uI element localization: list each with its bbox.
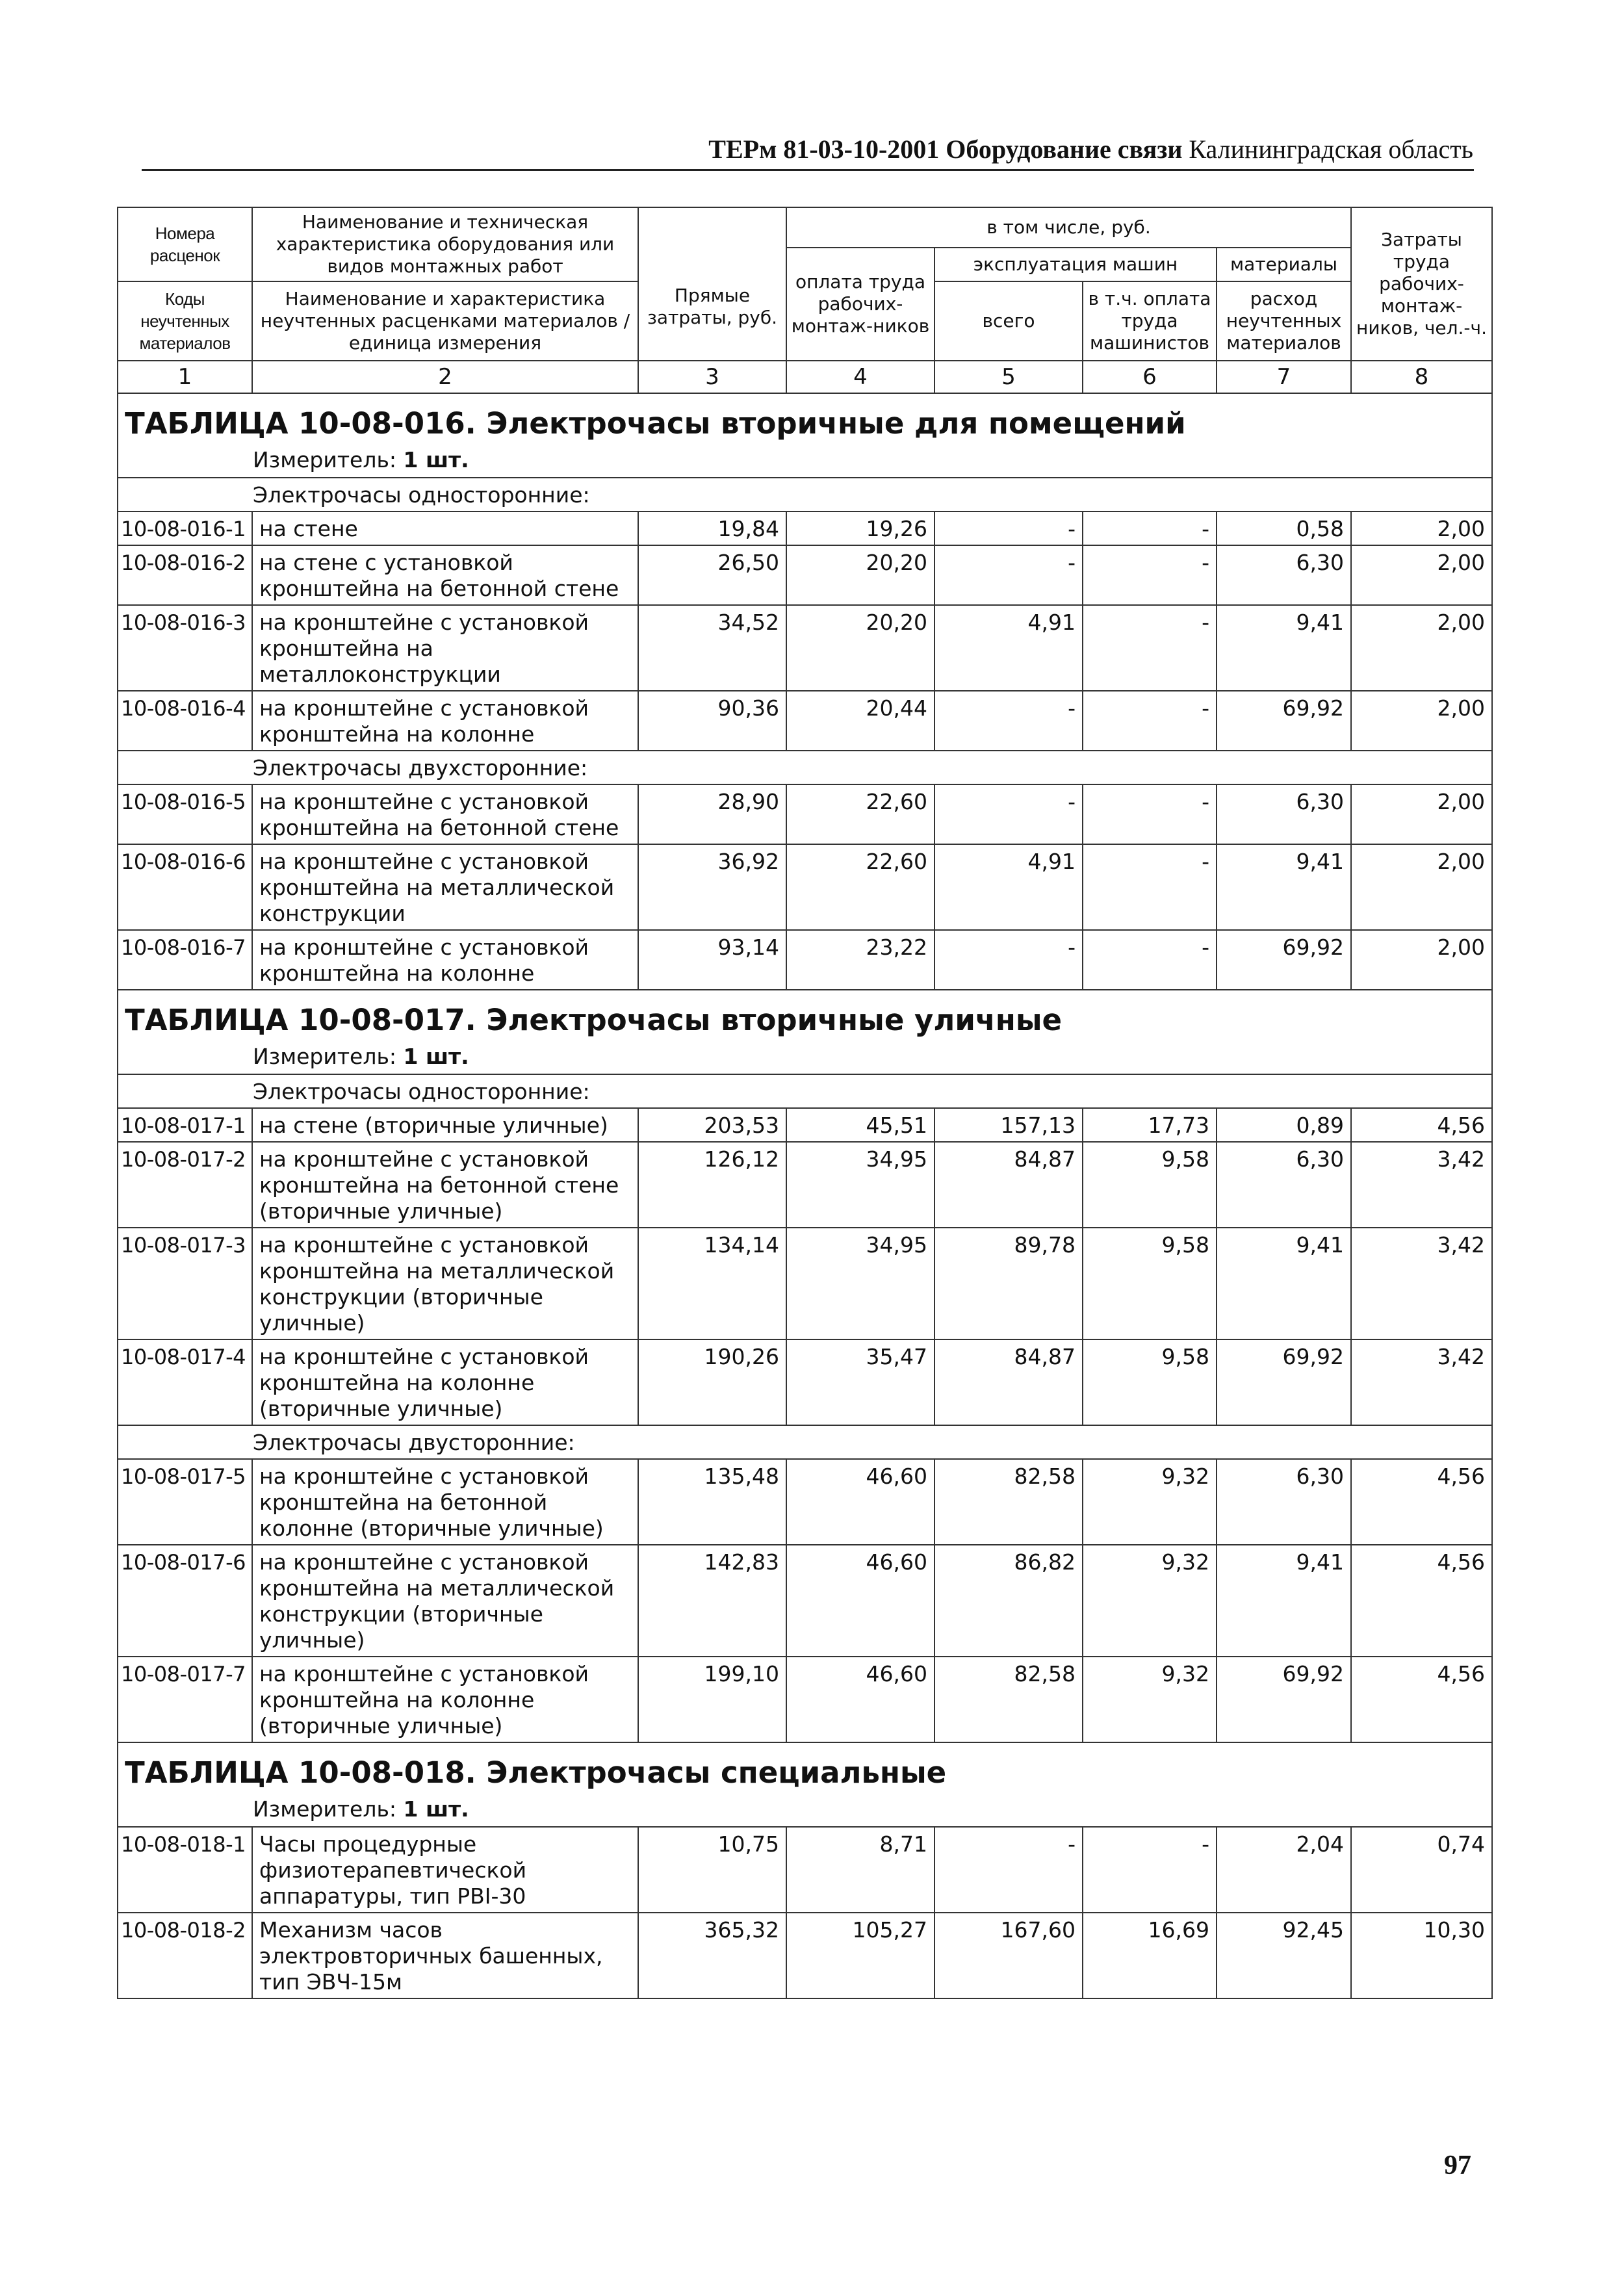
rate-code: 10-08-018-1: [118, 1827, 252, 1913]
direct-costs-value: 190,26: [638, 1339, 786, 1425]
labor-pay-value: 19,26: [786, 511, 934, 545]
table-row: [118, 605, 1492, 691]
direct-costs-value: 36,92: [638, 844, 786, 930]
machinist-pay-value: 16,69: [1083, 1913, 1217, 1998]
header-name-characteristics: Наименование и техническая характеристика оборудования или видов монтажных работ: [252, 207, 638, 281]
direct-costs-value: 199,10: [638, 1657, 786, 1742]
labor-pay-value: 22,60: [786, 844, 934, 930]
work-name: на кронштейне с установкой кронштейна на металлоконструкции: [252, 605, 638, 691]
table-row: [118, 1913, 1492, 1998]
table-caption: ТАБЛИЦА 10-08-017. Электрочасы вторичные уличные: [125, 1003, 1063, 1037]
header-region: Калининградская область: [1189, 135, 1473, 164]
work-name: Механизм часов электровторичных башенных, тип ЭВЧ-15м: [252, 1913, 638, 1998]
col-number: 8: [1351, 361, 1492, 393]
labor-hours-value: 4,56: [1351, 1108, 1492, 1142]
header-labor-costs: Затраты труда рабочих-монтаж-ников, чел.-ч.: [1351, 207, 1492, 361]
header-labor-pay: оплата труда рабочих-монтаж-ников: [786, 248, 934, 361]
rate-code: 10-08-016-5: [118, 784, 252, 844]
materials-value: 9,41: [1217, 1228, 1351, 1339]
direct-costs-value: 142,83: [638, 1545, 786, 1657]
materials-value: 69,92: [1217, 1657, 1351, 1742]
direct-costs-value: 134,14: [638, 1228, 786, 1339]
labor-hours-value: 3,42: [1351, 1339, 1492, 1425]
table-row: [118, 1228, 1492, 1339]
labor-pay-value: 105,27: [786, 1913, 934, 1998]
materials-value: 92,45: [1217, 1913, 1351, 1998]
rate-code: 10-08-018-2: [118, 1913, 252, 1998]
meter-value: 1 шт.: [403, 1796, 469, 1822]
machinist-pay-value: -: [1083, 844, 1217, 930]
table-body: [118, 393, 1492, 1998]
machine-total-value: 89,78: [934, 1228, 1083, 1339]
labor-hours-value: 2,00: [1351, 844, 1492, 930]
table-caption-row: [118, 1742, 1492, 1792]
work-name: на кронштейне с установкой кронштейна на металлической конструкции (вторичные уличные): [252, 1228, 638, 1339]
materials-value: 6,30: [1217, 1459, 1351, 1545]
work-name: на кронштейне с установкой кронштейна на металлической конструкции: [252, 844, 638, 930]
rate-code: 10-08-017-4: [118, 1339, 252, 1425]
machine-total-value: -: [934, 511, 1083, 545]
work-name: на кронштейне с установкой кронштейна на колонне (вторичные уличные): [252, 1657, 638, 1742]
col-number: 5: [934, 361, 1083, 393]
group-title-row: [118, 478, 1492, 511]
table-row: [118, 844, 1492, 930]
machine-total-value: 157,13: [934, 1108, 1083, 1142]
labor-pay-value: 23,22: [786, 930, 934, 990]
table-row: [118, 1545, 1492, 1657]
materials-value: 69,92: [1217, 1339, 1351, 1425]
machine-total-value: 84,87: [934, 1339, 1083, 1425]
work-name: на кронштейне с установкой кронштейна на бетонной стене (вторичные уличные): [252, 1142, 638, 1228]
direct-costs-value: 135,48: [638, 1459, 786, 1545]
direct-costs-value: 28,90: [638, 784, 786, 844]
machinist-pay-value: -: [1083, 605, 1217, 691]
table-caption-cell: [118, 990, 1492, 1040]
header-section-name: Оборудование связи: [946, 135, 1183, 164]
table-caption-row: [118, 990, 1492, 1040]
group-title-row: [118, 1425, 1492, 1459]
table-row: [118, 1459, 1492, 1545]
labor-hours-value: 3,42: [1351, 1142, 1492, 1228]
header-name-materials: Наименование и характеристика неучтенных расценками материалов / единица измерения: [252, 281, 638, 361]
meter-row: [118, 1040, 1492, 1074]
col-number: 1: [118, 361, 252, 393]
col-number: 7: [1217, 361, 1351, 393]
rates-table: [117, 207, 1493, 1999]
labor-pay-value: 46,60: [786, 1545, 934, 1657]
col-number: 2: [252, 361, 638, 393]
machine-total-value: 4,91: [934, 844, 1083, 930]
table-row: [118, 930, 1492, 990]
header-rate-numbers: Номера расценок: [118, 207, 252, 281]
header-rule: [142, 169, 1474, 171]
rate-code: 10-08-017-2: [118, 1142, 252, 1228]
work-name: на кронштейне с установкой кронштейна на колонне: [252, 930, 638, 990]
machinist-pay-value: -: [1083, 545, 1217, 605]
table-row: [118, 511, 1492, 545]
meter-row: [118, 1792, 1492, 1827]
direct-costs-value: 26,50: [638, 545, 786, 605]
direct-costs-value: 203,53: [638, 1108, 786, 1142]
machinist-pay-value: 9,32: [1083, 1459, 1217, 1545]
rate-code: 10-08-017-7: [118, 1657, 252, 1742]
machinist-pay-value: 9,32: [1083, 1545, 1217, 1657]
table-row: [118, 1339, 1492, 1425]
machine-total-value: 167,60: [934, 1913, 1083, 1998]
meter-label: Измеритель:: [253, 447, 397, 472]
direct-costs-value: 90,36: [638, 691, 786, 751]
labor-pay-value: 45,51: [786, 1108, 934, 1142]
col-number: 4: [786, 361, 934, 393]
materials-value: 69,92: [1217, 930, 1351, 990]
meter-label: Измеритель:: [253, 1796, 397, 1822]
header-direct-costs-label: Прямые затраты, руб.: [647, 285, 778, 328]
direct-costs-value: 93,14: [638, 930, 786, 990]
meter-cell: [118, 1792, 1492, 1827]
header-including: в том числе, руб.: [786, 207, 1351, 248]
meter-label: Измеритель:: [253, 1044, 397, 1069]
group-title: Электрочасы двусторонние:: [118, 1425, 1492, 1459]
rate-code: 10-08-016-7: [118, 930, 252, 990]
machinist-pay-value: -: [1083, 691, 1217, 751]
table-caption: ТАБЛИЦА 10-08-018. Электрочасы специальные: [125, 1755, 947, 1790]
header-machinist-pay: в т.ч. оплата труда машинистов: [1083, 281, 1217, 361]
machinist-pay-value: 9,58: [1083, 1339, 1217, 1425]
work-name: на кронштейне с установкой кронштейна на бетонной колонне (вторичные уличные): [252, 1459, 638, 1545]
machinist-pay-value: 17,73: [1083, 1108, 1217, 1142]
direct-costs-value: 19,84: [638, 511, 786, 545]
rate-code: 10-08-016-4: [118, 691, 252, 751]
labor-pay-value: 20,20: [786, 605, 934, 691]
labor-pay-value: 46,60: [786, 1459, 934, 1545]
machine-total-value: 82,58: [934, 1459, 1083, 1545]
running-header: [708, 134, 1473, 164]
rate-code: 10-08-016-1: [118, 511, 252, 545]
header-machine-operation: эксплуатация машин: [934, 248, 1217, 281]
labor-pay-value: 8,71: [786, 1827, 934, 1913]
header-code: ТЕРм 81-03-10-2001: [708, 135, 940, 164]
materials-value: 6,30: [1217, 784, 1351, 844]
table-caption-cell: [118, 1742, 1492, 1792]
labor-hours-value: 4,56: [1351, 1657, 1492, 1742]
table-row: [118, 691, 1492, 751]
direct-costs-value: 365,32: [638, 1913, 786, 1998]
materials-value: 2,04: [1217, 1827, 1351, 1913]
table-row: [118, 545, 1492, 605]
labor-hours-value: 2,00: [1351, 691, 1492, 751]
machine-total-value: 84,87: [934, 1142, 1083, 1228]
col-number: 3: [638, 361, 786, 393]
materials-value: 9,41: [1217, 1545, 1351, 1657]
group-title-row: [118, 1074, 1492, 1108]
header-unaccounted-materials: расход неучтенных материалов: [1217, 281, 1351, 361]
labor-hours-value: 3,42: [1351, 1228, 1492, 1339]
machine-total-value: 86,82: [934, 1545, 1083, 1657]
table-row: [118, 784, 1492, 844]
machinist-pay-value: -: [1083, 511, 1217, 545]
work-name: на стене (вторичные уличные): [252, 1108, 638, 1142]
machinist-pay-value: 9,58: [1083, 1228, 1217, 1339]
group-title: Электрочасы односторонние:: [118, 1074, 1492, 1108]
table-row: [118, 1108, 1492, 1142]
labor-pay-value: 34,95: [786, 1228, 934, 1339]
table-caption-cell: [118, 393, 1492, 443]
machine-total-value: 82,58: [934, 1657, 1083, 1742]
rate-code: 10-08-016-6: [118, 844, 252, 930]
machine-total-value: -: [934, 930, 1083, 990]
machinist-pay-value: -: [1083, 1827, 1217, 1913]
machinist-pay-value: 9,58: [1083, 1142, 1217, 1228]
rate-code: 10-08-017-5: [118, 1459, 252, 1545]
meter-cell: [118, 443, 1492, 478]
rate-code: 10-08-016-2: [118, 545, 252, 605]
labor-hours-value: 2,00: [1351, 930, 1492, 990]
group-title-row: [118, 751, 1492, 784]
meter-value: 1 шт.: [403, 1044, 469, 1069]
direct-costs-value: 34,52: [638, 605, 786, 691]
header-machine-total: всего: [934, 281, 1083, 361]
labor-pay-value: 20,44: [786, 691, 934, 751]
table-row: [118, 1142, 1492, 1228]
table-caption: ТАБЛИЦА 10-08-016. Электрочасы вторичные для помещений: [125, 406, 1186, 441]
work-name: на стене: [252, 511, 638, 545]
rate-code: 10-08-017-6: [118, 1545, 252, 1657]
work-name: на кронштейне с установкой кронштейна на колонне (вторичные уличные): [252, 1339, 638, 1425]
machinist-pay-value: -: [1083, 930, 1217, 990]
header-codes-unaccounted: Коды неучтенных материалов: [118, 281, 252, 361]
machinist-pay-value: -: [1083, 784, 1217, 844]
materials-value: 6,30: [1217, 1142, 1351, 1228]
table-header: [118, 207, 1492, 393]
group-title: Электрочасы односторонние:: [118, 478, 1492, 511]
materials-value: 9,41: [1217, 844, 1351, 930]
work-name: на кронштейне с установкой кронштейна на колонне: [252, 691, 638, 751]
table-caption-row: [118, 393, 1492, 443]
rate-code: 10-08-017-3: [118, 1228, 252, 1339]
header-materials: материалы: [1217, 248, 1351, 281]
meter-cell: [118, 1040, 1492, 1074]
materials-value: 6,30: [1217, 545, 1351, 605]
machine-total-value: -: [934, 784, 1083, 844]
work-name: на кронштейне с установкой кронштейна на бетонной стене: [252, 784, 638, 844]
direct-costs-value: 10,75: [638, 1827, 786, 1913]
labor-pay-value: 22,60: [786, 784, 934, 844]
machinist-pay-value: 9,32: [1083, 1657, 1217, 1742]
group-title: Электрочасы двухсторонние:: [118, 751, 1492, 784]
table-row: [118, 1827, 1492, 1913]
rate-code: 10-08-017-1: [118, 1108, 252, 1142]
work-name: Часы процедурные физиотерапевтической аппаратуры, тип PBI-30: [252, 1827, 638, 1913]
meter-row: [118, 443, 1492, 478]
work-name: на стене с установкой кронштейна на бетонной стене: [252, 545, 638, 605]
work-name: на кронштейне с установкой кронштейна на металлической конструкции (вторичные уличные): [252, 1545, 638, 1657]
machine-total-value: -: [934, 545, 1083, 605]
labor-hours-value: 2,00: [1351, 784, 1492, 844]
labor-pay-value: 46,60: [786, 1657, 934, 1742]
labor-pay-value: 35,47: [786, 1339, 934, 1425]
header-direct-costs: [638, 207, 786, 361]
rate-code: 10-08-016-3: [118, 605, 252, 691]
labor-hours-value: 2,00: [1351, 545, 1492, 605]
col-number: 6: [1083, 361, 1217, 393]
labor-hours-value: 4,56: [1351, 1459, 1492, 1545]
labor-hours-value: 2,00: [1351, 511, 1492, 545]
machine-total-value: 4,91: [934, 605, 1083, 691]
direct-costs-value: 126,12: [638, 1142, 786, 1228]
labor-hours-value: 4,56: [1351, 1545, 1492, 1657]
labor-hours-value: 10,30: [1351, 1913, 1492, 1998]
labor-hours-value: 0,74: [1351, 1827, 1492, 1913]
labor-pay-value: 34,95: [786, 1142, 934, 1228]
materials-value: 69,92: [1217, 691, 1351, 751]
materials-value: 9,41: [1217, 605, 1351, 691]
labor-hours-value: 2,00: [1351, 605, 1492, 691]
labor-pay-value: 20,20: [786, 545, 934, 605]
materials-value: 0,89: [1217, 1108, 1351, 1142]
machine-total-value: -: [934, 1827, 1083, 1913]
table-row: [118, 1657, 1492, 1742]
machine-total-value: -: [934, 691, 1083, 751]
materials-value: 0,58: [1217, 511, 1351, 545]
page-number: 97: [1444, 2151, 1471, 2180]
meter-value: 1 шт.: [403, 447, 469, 472]
